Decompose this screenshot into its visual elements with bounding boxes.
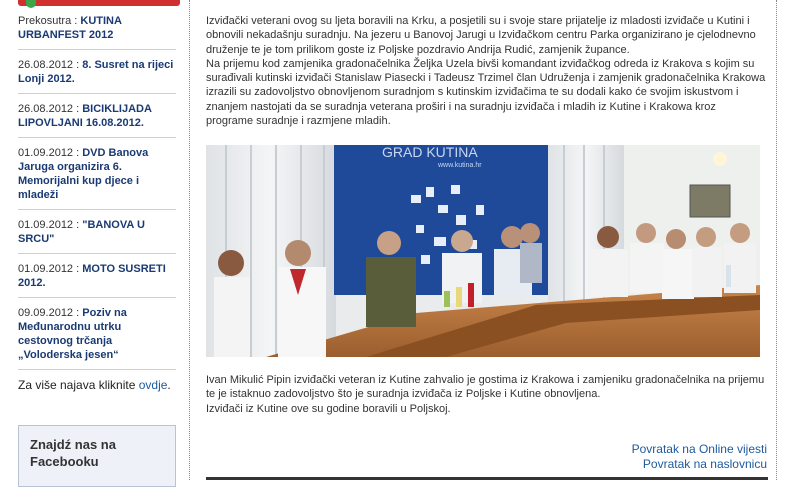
news-separator: : [73,219,83,231]
back-home-link[interactable]: Povratak na naslovnicu [642,457,767,471]
more-end: . [167,378,171,392]
news-separator: : [73,307,83,319]
news-title-link[interactable]: Poziv na Međunarodnu utrku cestovnog trčanja „Voloderska jesen“ [18,307,127,361]
news-date: 01.09.2012 [18,219,74,231]
list-item[interactable] [18,306,176,370]
news-date: 09.09.2012 [18,307,74,319]
list-item[interactable] [18,58,176,94]
article-photo [206,145,760,357]
caption-line-2: Izviđači iz Kutine ove su godine boravili u Poljskoj. [206,402,451,415]
news-date: 26.08.2012 [18,103,74,115]
news-separator: : [73,59,83,71]
list-item[interactable] [18,218,176,254]
photo-caption [206,373,766,416]
column-divider [189,0,190,480]
list-item[interactable] [18,262,176,298]
news-title-link[interactable]: "BANOVA U SRCU" [18,219,145,245]
article-body [206,14,766,128]
list-item[interactable] [18,102,176,138]
column-divider-right [776,0,777,480]
news-separator: : [71,15,81,27]
green-dot-icon [26,0,36,8]
caption-line-1: Ivan Mikulić Pipin izviđački veteran iz Kutine zahvalio je gostima iz Krakowa i zamjeniku gradonačelnika na prijemu te je istaknuo zadovoljstvo što je suradnja izviđača iz Poljske i Kutine obnovljena. [206,374,765,401]
top-tab-bar [18,0,180,6]
news-date: 01.09.2012 [18,263,74,275]
news-separator: : [73,263,83,275]
back-links [632,442,767,472]
photo-wall-url: www.kutina.hr [438,162,482,169]
list-item[interactable] [18,14,176,50]
news-date: 26.08.2012 [18,59,74,71]
photo-wall-text: GRAD KUTINA [382,145,478,160]
news-date: Prekosutra [18,15,72,27]
article-paragraph-1: Izviđački veterani ovog su ljeta boravili na Krku, a posjetili su i svoje stare prijatelje iz mladosti izviđače u Kutini i obnovili nekadašnju suradnju. Na jezeru u Banovoj Jarugi u Izviđačkom centru Parka organizirano je cjelodnevno druženje te je tom prilikom goste iz Poljske pozdravio Andrija Rudić, zamjenik župance. [206,15,756,56]
sidebar-news [18,14,176,392]
news-title-link[interactable]: KUTINA URBANFEST 2012 [18,15,122,41]
news-separator: : [73,147,83,159]
news-title-link[interactable]: BICIKLIJADA LIPOVLJANI 16.08.2012. [18,103,152,129]
news-date: 01.09.2012 [18,147,74,159]
more-text: Za više najava kliknite [18,378,139,392]
more-announcements [18,378,176,392]
news-title-link[interactable]: MOTO SUSRETI 2012. [18,263,166,289]
back-online-news-link[interactable]: Povratak na Online vijesti [631,442,767,456]
group-photo-image [206,145,760,357]
news-title-link[interactable]: DVD Banova Jaruga organizira 6. Memorijalni kup djece i mladeži [18,147,149,201]
list-item[interactable] [18,146,176,210]
article-paragraph-2: Na prijemu kod zamjenika gradonačelnika Željka Uzela bivši komandant izviđačkog odreda iz Krakova s kojim su surađivali kutinski izviđači Stanislaw Piasecki i Tadeusz Trzimel član Udruženja i zamjenik gradonačelnika Krakowa izrazili su zadovoljstvo obnovljenom suradnjom s kutinskim izviđačima te su dodali kako će svojim iskustvom i znanjem nastojati da se suradnja veterana proširi i na suradnju izviđača i mladih iz Kutine i Krakowa kroz programe suradnje i razmjene mladih. [206,57,766,128]
facebook-box[interactable] [18,425,176,487]
news-separator: : [73,103,83,115]
facebook-title: Znajdź nas na Facebooku [30,437,116,469]
more-link[interactable]: ovdje [138,378,168,392]
news-title-link[interactable]: 8. Susret na rijeci Lonji 2012. [18,59,174,85]
